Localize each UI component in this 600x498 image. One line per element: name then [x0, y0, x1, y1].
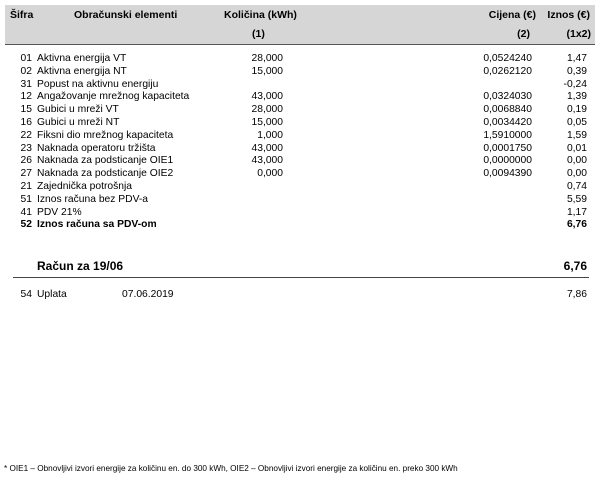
table-row: [0, 143, 600, 156]
cell-amount: 6,76: [566, 219, 587, 231]
cell-code: 22: [20, 129, 32, 141]
cell-name: PDV 21%: [37, 206, 82, 218]
uplata-row: [0, 288, 600, 302]
racun-label: Račun za 19/06: [37, 259, 124, 273]
cell-amount: 0,05: [566, 116, 587, 128]
table-row: [0, 53, 600, 66]
cell-name: Iznos računa sa PDV-om: [37, 219, 157, 231]
cell-price: 0,0068840: [483, 104, 532, 116]
table-row: [0, 155, 600, 168]
cell-amount: 0,74: [566, 180, 587, 192]
cell-code: 51: [20, 193, 32, 205]
cell-name: Aktivna energija VT: [37, 53, 127, 64]
uplata-label: Uplata: [37, 289, 67, 300]
cell-name: Gubici u mreži VT: [37, 104, 119, 116]
cell-qty: 43,000: [251, 91, 283, 103]
cell-code: 02: [20, 65, 32, 77]
cell-code: 27: [20, 168, 32, 180]
header-obracunski-elementi: Obračunski elementi: [74, 9, 178, 21]
cell-name: Gubici u mreži NT: [37, 116, 120, 128]
header-iznos-sub: (1x2): [566, 28, 591, 40]
cell-code: 15: [20, 104, 32, 116]
header-iznos: Iznos (€): [547, 9, 590, 21]
cell-name: Aktivna energija NT: [37, 65, 127, 77]
table-row: [0, 194, 600, 207]
cell-name: Popust na aktivnu energiju: [37, 78, 159, 90]
cell-name: Zajednička potrošnja: [37, 180, 133, 192]
table-header: [5, 5, 595, 45]
cell-code: 21: [20, 180, 32, 192]
cell-qty: 15,000: [251, 116, 283, 128]
cell-code: 41: [20, 206, 32, 218]
table-row: [0, 104, 600, 117]
cell-name: Naknada za podsticanje OIE2: [37, 168, 174, 180]
table-row: [0, 91, 600, 104]
cell-amount: 0,00: [566, 155, 587, 167]
cell-amount: 0,01: [566, 142, 587, 154]
cell-qty: 1,000: [257, 129, 283, 141]
cell-name: Fiksni dio mrežnog kapaciteta: [37, 129, 174, 141]
table-row: [0, 219, 600, 232]
cell-qty: 28,000: [251, 53, 283, 64]
cell-qty: 15,000: [251, 65, 283, 77]
table-row: [0, 117, 600, 130]
cell-name: Naknada operatoru tržišta: [37, 142, 156, 154]
cell-price: 1,5910000: [483, 129, 532, 141]
cell-amount: 1,59: [566, 129, 587, 141]
cell-amount: 5,59: [566, 193, 587, 205]
footnote: * OIE1 – Obnovljivi izvori energije za količinu en. do 300 kWh, OIE2 – Obnovljivi izvori energije za količinu en. preko 300 kWh: [4, 464, 458, 473]
table-row: [0, 66, 600, 79]
cell-amount: 0,39: [566, 65, 587, 77]
header-cijena-sub: (2): [517, 28, 530, 40]
cell-price: 0,0324030: [483, 91, 532, 103]
cell-name: Naknada za podsticanje OIE1: [37, 155, 174, 167]
cell-code: 26: [20, 155, 32, 167]
table-row: [0, 130, 600, 143]
cell-code: 23: [20, 142, 32, 154]
uplata-code: 54: [20, 289, 32, 300]
cell-name: Iznos računa bez PDV-a: [37, 193, 149, 205]
cell-price: 0,0524240: [483, 53, 532, 64]
cell-price: 0,0034420: [483, 116, 532, 128]
cell-price: 0,0000000: [483, 155, 532, 167]
cell-price: 0,0094390: [483, 168, 532, 180]
table-row: [0, 181, 600, 194]
table-row: [0, 168, 600, 181]
line-items: [0, 53, 600, 232]
cell-amount: 0,19: [566, 104, 587, 116]
uplata-amount: 7,86: [566, 289, 587, 300]
header-kolicina: Količina (kWh): [224, 9, 297, 21]
header-sifra: Šifra: [10, 9, 34, 21]
cell-qty: 43,000: [251, 155, 283, 167]
table-row: [0, 79, 600, 92]
racun-total-row: [0, 258, 600, 274]
cell-amount: -0,24: [563, 78, 587, 90]
total-divider: [13, 277, 589, 278]
racun-amount: 6,76: [563, 259, 587, 273]
cell-code: 12: [20, 91, 32, 103]
cell-code: 52: [20, 219, 32, 231]
cell-name: Angažovanje mrežnog kapaciteta: [37, 91, 190, 103]
cell-qty: 0,000: [257, 168, 283, 180]
cell-price: 0,0001750: [483, 142, 532, 154]
header-kolicina-sub: (1): [252, 28, 265, 40]
cell-amount: 1,47: [566, 53, 587, 64]
cell-amount: 1,17: [566, 206, 587, 218]
cell-price: 0,0262120: [483, 65, 532, 77]
cell-amount: 0,00: [566, 168, 587, 180]
header-cijena: Cijena (€): [488, 9, 536, 21]
uplata-date: 07.06.2019: [122, 289, 174, 300]
cell-amount: 1,39: [566, 91, 587, 103]
cell-qty: 43,000: [251, 142, 283, 154]
table-row: [0, 207, 600, 220]
cell-code: 01: [20, 53, 32, 64]
cell-code: 31: [20, 78, 32, 90]
cell-code: 16: [20, 116, 32, 128]
cell-qty: 28,000: [251, 104, 283, 116]
